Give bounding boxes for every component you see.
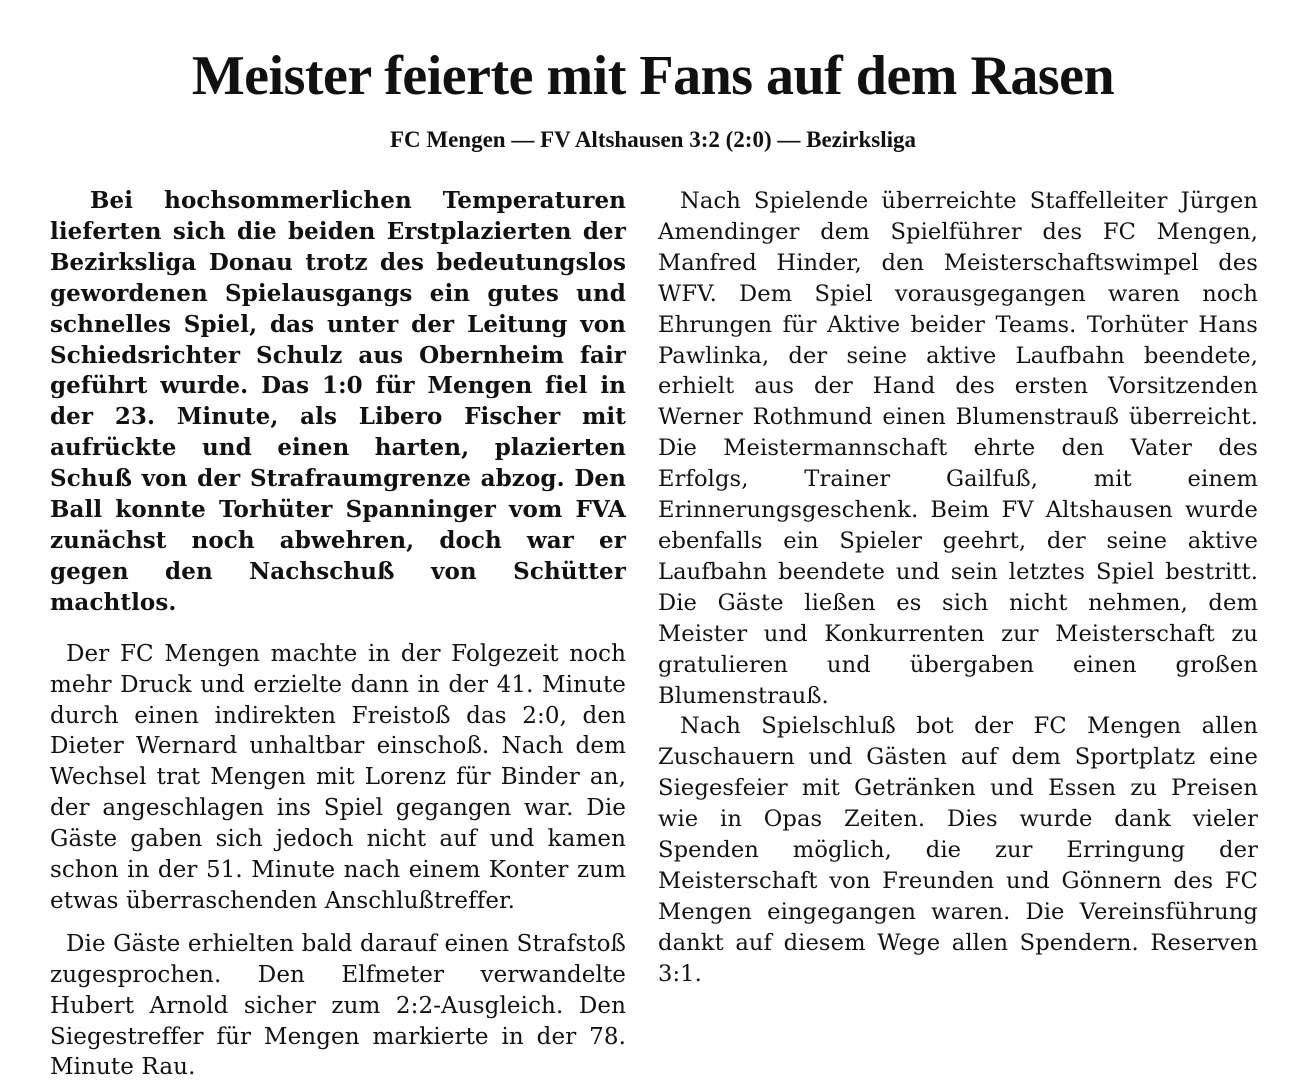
article-headline: Meister feierte mit Fans auf dem Rasen	[191, 45, 1115, 107]
body-paragraph-2: Der FC Mengen machte in der Folgezeit noch mehr Druck und erzielte dann in der 41. Minute durch einen indirekten Freistoß das 2:0, den Dieter Wernard unhaltbar einschoß. Nach dem Wechsel trat Mengen mit Lorenz für Binder an, der angeschlagen ins Spiel gegangen war. Die Gäste gaben sich jedoch nicht auf und kamen schon in der 51. Minute nach einem Konter zum etwas überraschenden Anschlußtreffer.	[50, 640, 626, 914]
right-column	[658, 186, 1258, 990]
body-paragraph-3: Die Gäste erhielten bald darauf einen Strafstoß zugesprochen. Den Elfmeter verwandelte Hubert Arnold sicher zum 2:2-Ausgleich. Den Siegestreffer für Mengen markierte in der 78. Minute Rau.	[50, 930, 626, 1081]
lead-paragraph: Bei hochsommerlichen Temperaturen lieferten sich die beiden Erstplazierten der Bezirksliga Donau trotz des bedeutungslos gewordenen Spielausgangs ein gutes und schnelles Spiel, das unter der Leitung von Schiedsrichter Schulz aus Obernheim fair geführt wurde. Das 1:0 für Mengen fiel in der 23. Minute, als Libero Fischer mit aufrückte und einen harten, plazierten Schuß von der Strafraumgrenze abzog. Den Ball konnte Torhüter Spanninger vom FVA zunächst noch abwehren, doch war er gegen den Nachschuß von Schütter machtlos.	[50, 187, 626, 616]
body-paragraph-4: Nach Spielende überreichte Staffelleiter Jürgen Amendinger dem Spielführer des FC Mengen, Manfred Hinder, den Meisterschaftswimpel des WFV. Dem Spiel vorausgegangen waren noch Ehrungen für Aktive beider Teams. Torhüter Hans Pawlinka, der seine aktive Laufbahn beendete, erhielt aus der Hand des ersten Vorsitzenden Werner Rothmund einen Blumenstrauß überreicht. Die Meistermannschaft ehrte den Vater des Erfolgs, Trainer Gailfuß, mit einem Erinnerungsgeschenk. Beim FV Altshausen wurde ebenfalls ein Spieler geehrt, der seine aktive Laufbahn beendete und sein letztes Spiel bestritt. Die Gäste ließen es sich nicht nehmen, dem Meister und Konkurrenten zur Meisterschaft zu gratulieren und übergaben einen großen Blumenstrauß.	[658, 188, 1258, 709]
article-subheadline: FC Mengen — FV Altshausen 3:2 (2:0) — Bezirksliga	[389, 127, 916, 152]
left-column	[50, 186, 626, 1083]
body-paragraph-5: Nach Spielschluß bot der FC Mengen allen Zuschauern und Gästen auf dem Sportplatz eine Siegesfeier mit Getränken und Essen zu Preisen wie in Opas Zeiten. Dies wurde dank vieler Spenden möglich, die zur Erringung der Meisterschaft von Freunden und Gönnern des FC Mengen eingegangen waren. Die Vereinsführung dankt auf diesem Wege allen Spendern. Reserven 3:1.	[658, 713, 1258, 987]
